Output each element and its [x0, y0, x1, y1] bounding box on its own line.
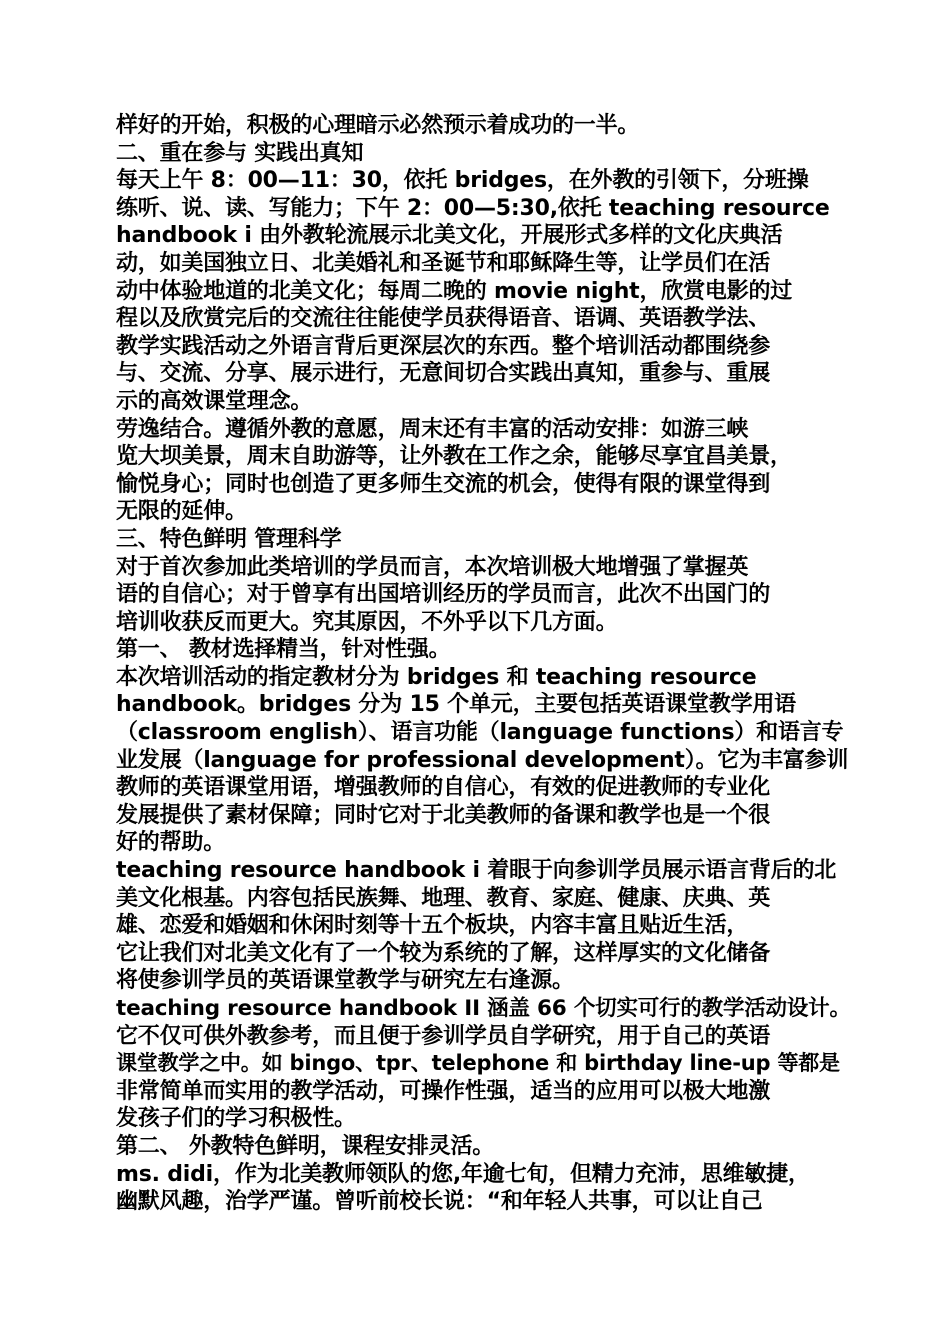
text-line: 第一、 教材选择精当，针对性强。: [116, 637, 451, 663]
text-line: 非常简单而实用的教学活动，可操作性强，适当的应用可以极大地激: [116, 1078, 771, 1104]
text-line: 示的高效课堂理念。: [116, 388, 313, 414]
text-line: 愉悦身心；同时也创造了更多师生交流的机会，使得有限的课堂得到: [116, 471, 771, 497]
text-line: 览大坝美景，周末自助游等，让外教在工作之余，能够尽享宜昌美景，: [116, 444, 792, 470]
text-line: handbook i 由外教轮流展示北美文化，开展形式多样的文化庆典活: [116, 223, 783, 249]
text-line: 劳逸结合。遵循外教的意愿，周末还有丰富的活动安排：如游三峡: [116, 416, 749, 442]
text-line: 二、重在参与 实践出真知: [116, 140, 364, 166]
text-line: 对于首次参加此类培训的学员而言，本次培训极大地增强了掌握英: [116, 554, 749, 580]
text-line: 课堂教学之中。如 bingo、tpr、telephone 和 birthday line-up 等都是: [116, 1051, 840, 1076]
text-line: 无限的延伸。: [116, 499, 247, 525]
text-line: 发孩子们的学习积极性。: [116, 1106, 356, 1132]
text-line: 样好的开始，积极的心理暗示必然预示着成功的一半。: [116, 113, 640, 138]
text-line: 教师的英语课堂用语，增强教师的自信心，有效的促进教师的专业化: [116, 775, 771, 801]
text-line: 它不仅可供外教参考，而且便于参训学员自学研究，用于自己的英语: [116, 1023, 771, 1049]
text-line: 雄、恋爱和婚姻和休闲时刻等十五个板块，内容丰富且贴近生活，: [116, 913, 749, 939]
text-line: 业发展（language for professional development）。它为丰富参训: [116, 747, 849, 773]
text-line: （classroom english）、语言功能（language functions）和语言专: [116, 720, 844, 746]
text-line: 教学实践活动之外语言背后更深层次的东西。整个培训活动都围绕参: [116, 333, 771, 359]
text-line: handbook。bridges 分为 15 个单元，主要包括英语课堂教学用语: [116, 692, 796, 718]
text-line: 美文化根基。内容包括民族舞、地理、教育、家庭、健康、庆典、英: [116, 885, 771, 911]
document-page: [116, 112, 851, 1216]
text-line: 它让我们对北美文化有了一个较为系统的了解，这样厚实的文化储备: [116, 940, 771, 966]
text-line: 将使参训学员的英语课堂教学与研究左右逢源。: [116, 968, 574, 994]
text-line: teaching resource handbook i 着眼于向参训学员展示语言背后的北: [116, 858, 837, 884]
text-line: ms. didi，作为北美教师领队的您,年逾七旬，但精力充沛，思维敏捷，: [116, 1161, 810, 1187]
text-line: 三、特色鲜明 管理科学: [116, 526, 342, 552]
text-line: 第二、 外教特色鲜明，课程安排灵活。: [116, 1133, 495, 1159]
text-line: 动，如美国独立日、北美婚礼和圣诞节和耶稣降生等，让学员们在活: [116, 250, 771, 276]
text-line: 每天上午 8：00—11：30，依托 bridges，在外教的引领下，分班操: [116, 168, 809, 194]
text-line: teaching resource handbook II 涵盖 66 个切实可行的教学活动设计。: [116, 996, 851, 1021]
text-line: 练听、说、读、写能力；下午 2：00—5:30,依托 teaching resource: [116, 195, 830, 221]
text-line: 与、交流、分享、展示进行，无意间切合实践出真知，重参与、重展: [116, 361, 771, 387]
text-line: 程以及欣赏完后的交流往往能使学员获得语音、语调、英语教学法、: [116, 306, 771, 332]
text-line: 本次培训活动的指定教材分为 bridges 和 teaching resource: [116, 664, 757, 690]
text-line: 好的帮助。: [116, 830, 226, 856]
text-line: 培训收获反而更大。究其原因，不外乎以下几方面。: [116, 609, 618, 635]
text-line: 语的自信心；对于曾享有出国培训经历的学员而言，此次不出国门的: [116, 582, 771, 608]
text-line: 发展提供了素材保障；同时它对于北美教师的备课和教学也是一个很: [116, 802, 771, 828]
text-line: 动中体验地道的北美文化；每周二晚的 movie night，欣赏电影的过: [116, 278, 793, 304]
text-line: 幽默风趣，治学严谨。曾听前校长说：“和年轻人共事，可以让自己: [116, 1189, 763, 1215]
